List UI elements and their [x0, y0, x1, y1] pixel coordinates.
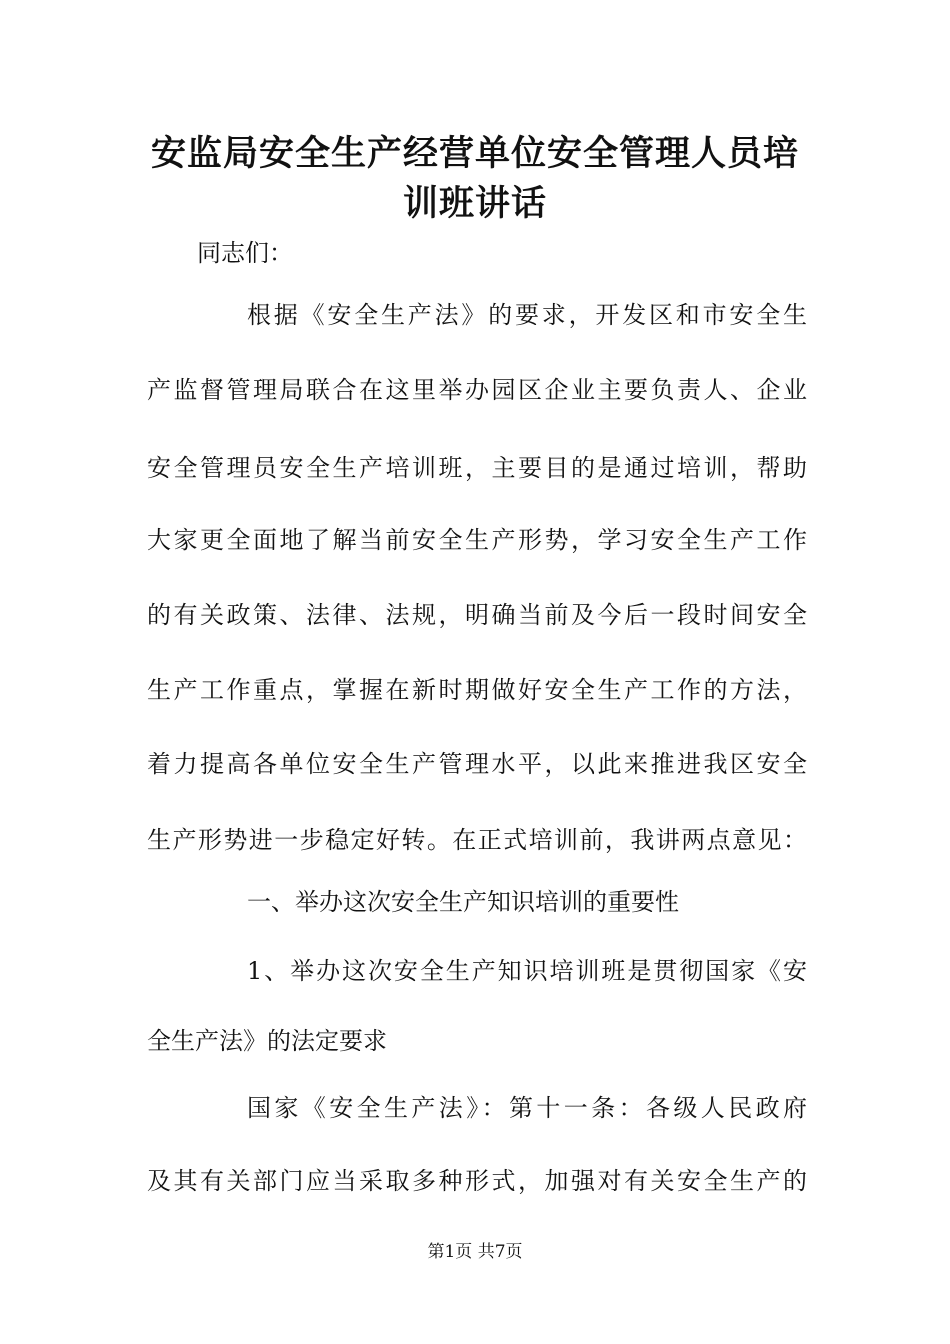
- page-footer: 第1页 共7页: [427, 1242, 523, 1262]
- document-title-line-2: 训班讲话: [402, 183, 547, 224]
- paragraph-line: 大家更全面地了解当前安全生产形势，学习安全生产工作: [147, 526, 807, 554]
- paragraph-line: 国家《安全生产法》：第十一条：各级人民政府: [247, 1094, 807, 1122]
- paragraph-line: 安全管理员安全生产培训班，主要目的是通过培训，帮助: [147, 454, 807, 482]
- section-heading: 一、举办这次安全生产知识培训的重要性: [247, 888, 679, 916]
- paragraph-line: 生产形势进一步稳定好转。在正式培训前，我讲两点意见：: [147, 826, 807, 854]
- paragraph-line: 着力提高各单位安全生产管理水平，以此来推进我区安全: [147, 750, 807, 778]
- paragraph-line: 的有关政策、法律、法规，明确当前及今后一段时间安全: [147, 601, 807, 629]
- paragraph-line: 产监督管理局联合在这里举办园区企业主要负责人、企业: [147, 376, 807, 404]
- subsection-heading: 1、举办这次安全生产知识培训班是贯彻国家《安: [247, 957, 807, 985]
- salutation: 同志们：: [197, 239, 293, 267]
- document-title-line-1: 安监局安全生产经营单位安全管理人员培: [150, 133, 799, 174]
- subsection-heading-continued: 全生产法》的法定要求: [147, 1027, 387, 1055]
- paragraph-line: 及其有关部门应当采取多种形式，加强对有关安全生产的: [147, 1167, 807, 1195]
- paragraph-line: 生产工作重点，掌握在新时期做好安全生产工作的方法，: [147, 676, 807, 704]
- paragraph-line: 根据《安全生产法》的要求，开发区和市安全生: [247, 301, 807, 329]
